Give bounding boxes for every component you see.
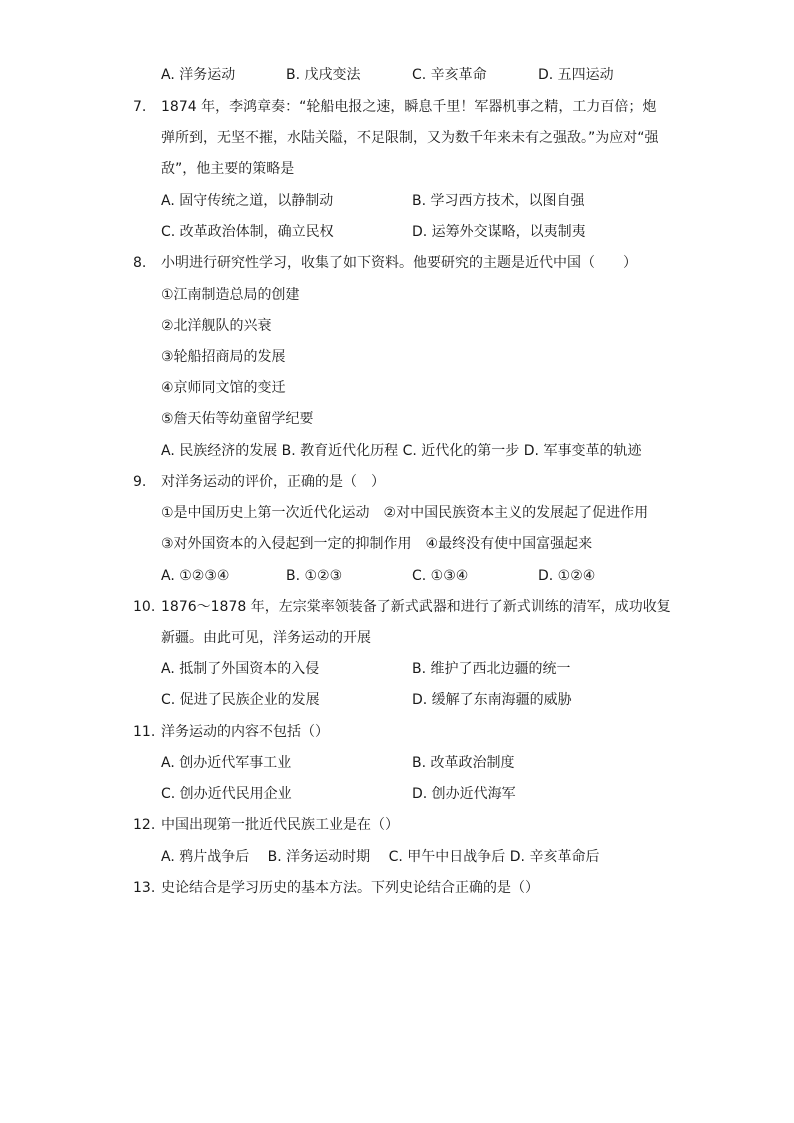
q9-option-a: A. ①②③④ xyxy=(161,568,230,584)
q10-stem-line-2: 新疆。由此可见，洋务运动的开展 xyxy=(161,630,371,646)
q12-options: A. 鸦片战争后 B. 洋务运动时期 C. 甲午中日战争后 D. 辛亥革命后 xyxy=(161,849,600,865)
q6-option-a: A. 洋务运动 xyxy=(161,67,236,83)
q8-item-2: ②北洋舰队的兴衰 xyxy=(161,318,272,334)
q8-item-5: ⑤詹天佑等幼童留学纪要 xyxy=(161,411,314,427)
q9-number: 9. xyxy=(133,474,147,490)
q9-option-b: B. ①②③ xyxy=(286,568,343,584)
q7-stem-line-2: 弹所到，无坚不摧，水陆关隘，不足限制，又为数千年来未有之强敌。”为应对“强 xyxy=(161,130,659,146)
q7-option-d: D. 运筹外交谋略，以夷制夷 xyxy=(412,224,586,240)
q6-option-b: B. 戊戌变法 xyxy=(286,67,361,83)
q8-item-3: ③轮船招商局的发展 xyxy=(161,349,286,365)
q9-item-line-1: ①是中国历史上第一次近代化运动 ②对中国民族资本主义的发展起了促进作用 xyxy=(161,505,649,521)
q7-option-a: A. 固守传统之道，以静制动 xyxy=(161,193,334,209)
q9-stem: 对洋务运动的评价，正确的是（ ） xyxy=(161,474,385,490)
q8-number: 8. xyxy=(133,255,147,271)
q11-option-d: D. 创办近代海军 xyxy=(412,786,516,802)
q7-option-c: C. 改革政治体制，确立民权 xyxy=(161,224,334,240)
q7-option-b: B. 学习西方技术，以图自强 xyxy=(412,193,585,209)
q8-item-4: ④京师同文馆的变迁 xyxy=(161,380,286,396)
q11-stem: 洋务运动的内容不包括（） xyxy=(161,724,329,740)
q9-option-c: C. ①③④ xyxy=(412,568,469,584)
q9-option-d: D. ①②④ xyxy=(538,568,596,584)
q10-option-d: D. 缓解了东南海疆的威胁 xyxy=(412,692,572,708)
q8-stem: 小明进行研究性学习，收集了如下资料。他要研究的主题是近代中国（ ） xyxy=(161,255,637,271)
q12-stem: 中国出现第一批近代民族工业是在（） xyxy=(161,817,399,833)
q8-item-1: ①江南制造总局的创建 xyxy=(161,287,300,303)
q10-option-c: C. 促进了民族企业的发展 xyxy=(161,692,320,708)
q10-number: 10. xyxy=(133,599,156,615)
q6-option-d: D. 五四运动 xyxy=(538,67,614,83)
q11-option-c: C. 创办近代民用企业 xyxy=(161,786,292,802)
q11-number: 11. xyxy=(133,724,156,740)
q10-option-a: A. 抵制了外国资本的入侵 xyxy=(161,661,320,677)
q13-stem: 史论结合是学习历史的基本方法。下列史论结合正确的是（） xyxy=(161,880,539,896)
q8-options: A. 民族经济的发展 B. 教育近代化历程 C. 近代化的第一步 D. 军事变革的轨迹 xyxy=(161,443,642,459)
q13-number: 13. xyxy=(133,880,156,896)
q6-option-c: C. 辛亥革命 xyxy=(412,67,487,83)
q7-number: 7. xyxy=(133,99,147,115)
q10-option-b: B. 维护了西北边疆的统一 xyxy=(412,661,571,677)
q7-stem-line-3: 敌”，他主要的策略是 xyxy=(161,161,295,177)
q7-stem-line-1: 1874 年，李鸿章奏：“轮船电报之速，瞬息千里！军器机事之精，工力百倍；炮 xyxy=(161,99,657,115)
q10-stem-line-1: 1876～1878 年，左宗棠率领装备了新式武器和进行了新式训练的清军，成功收复 xyxy=(161,599,671,615)
q9-item-line-2: ③对外国资本的入侵起到一定的抑制作用 ④最终没有使中国富强起来 xyxy=(161,536,593,552)
q12-number: 12. xyxy=(133,817,156,833)
q11-option-a: A. 创办近代军事工业 xyxy=(161,755,292,771)
q11-option-b: B. 改革政治制度 xyxy=(412,755,515,771)
